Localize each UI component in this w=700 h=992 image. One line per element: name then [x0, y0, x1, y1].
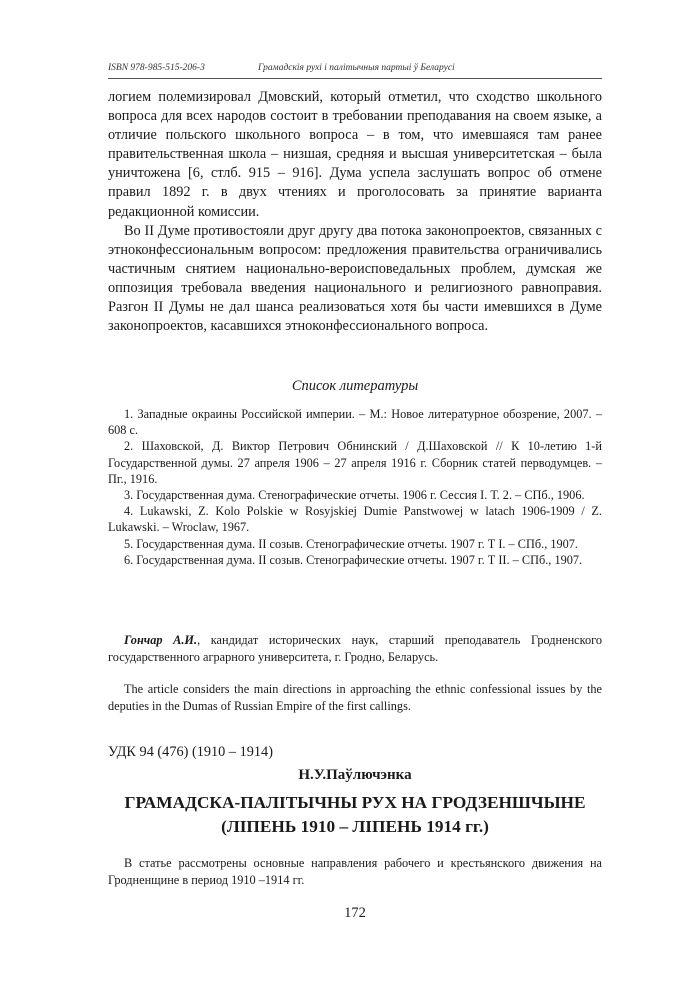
- reference-item: 5. Государственная дума. II созыв. Стенографические отчеты. 1907 г. Т I. – СПб., 1907.: [124, 536, 579, 551]
- references-list: [108, 406, 602, 568]
- author-note-name: Гончар А.И.: [124, 633, 198, 647]
- header-isbn: ISBN 978-985-515-206-3: [108, 63, 205, 73]
- udk-code: УДК 94 (476) (1910 – 1914): [108, 744, 273, 760]
- references-heading: Список литературы: [291, 378, 419, 394]
- body-text: [108, 88, 602, 336]
- reference-item: 4. Lukawski, Z. Kolo Polskie w Rosyjskiej Dumie Panstwowej w latach 1906-1909 / Z. Lukawski. – Wroclaw, 1967.: [108, 504, 602, 535]
- reference-item: 2. Шаховской, Д. Виктор Петрович Обнинский / Д.Шаховской // К 10-летию 1-й Государственной думы. 27 апреля 1906 – 27 апреля 1916 г. Сборник статей перводумцев. – Пг., 1916.: [108, 439, 602, 486]
- abstract-russian: [108, 855, 602, 889]
- reference-item: 3. Государственная дума. Стенографические отчеты. 1906 г. Сессия I. Т. 2. – СПб., 1906.: [124, 488, 585, 503]
- abstract-english: [108, 681, 602, 715]
- abstract-english-text: The article considers the main directions in approaching the ethnic confessional issues by the deputies in the Dumas of Russian Empire of the first callings.: [108, 682, 602, 713]
- article-title: ГРАМАДСКА-ПАЛІТЫЧНЫ РУХ НА ГРОДЗЕНШЧЫНЕ (ЛІПЕНЬ 1910 – ЛІПЕНЬ 1914 гг.): [124, 793, 586, 836]
- reference-item: 1. Западные окраины Российской империи. – М.: Новое литературное обозрение, 2007. – 608 с.: [108, 407, 602, 438]
- body-paragraph: Во II Думе противостояли друг другу два потока законопроектов, связанных с этноконфессиональным вопросом: предложения правительства ограничивались частичным снятием национально-вероисповедальных проблем, думская же оппозиция требовала введения национального и религиозного равноправия. Разгон II Думы не дал шанса реализоваться хотя бы части имевшихся в Думе законопроектов, касавшихся этноконфессионального вопроса.: [108, 222, 602, 335]
- reference-item: 6. Государственная дума. II созыв. Стенографические отчеты. 1907 г. Т II. – СПб., 1907.: [124, 552, 583, 567]
- abstract-russian-text: В статье рассмотрены основные направления рабочего и крестьянского движения на Гродненщине в период 1910 –1914 гг.: [108, 856, 602, 887]
- document-page: [108, 0, 602, 992]
- header-running-title: Грамадскія рухі і палітычныя партыі ў Беларусі: [258, 63, 455, 73]
- running-header: [108, 63, 602, 79]
- body-paragraph: логием полемизировал Дмовский, который отметил, что сходство школьного вопроса для всех народов состоит в требовании преподавания на своем языке, а отличие польского школьного вопроса – в том, что имевшаяся там ранее правительственная школа – низшая, средняя и высшая университетская – была уничтожена [6, стлб. 915 – 916]. Дума успела заслушать вопрос об отмене правил 1892 г. в двух чтениях и проголосовать за принятие варианта редакционной комиссии.: [108, 89, 602, 220]
- article-author: Н.У.Паўлючэнка: [298, 767, 412, 783]
- author-note: [108, 632, 602, 666]
- author-note-text: , кандидат исторических наук, старший преподаватель Гродненского государственного аграрного университета, г. Гродно, Беларусь.: [108, 633, 602, 664]
- page-number: 172: [344, 905, 366, 921]
